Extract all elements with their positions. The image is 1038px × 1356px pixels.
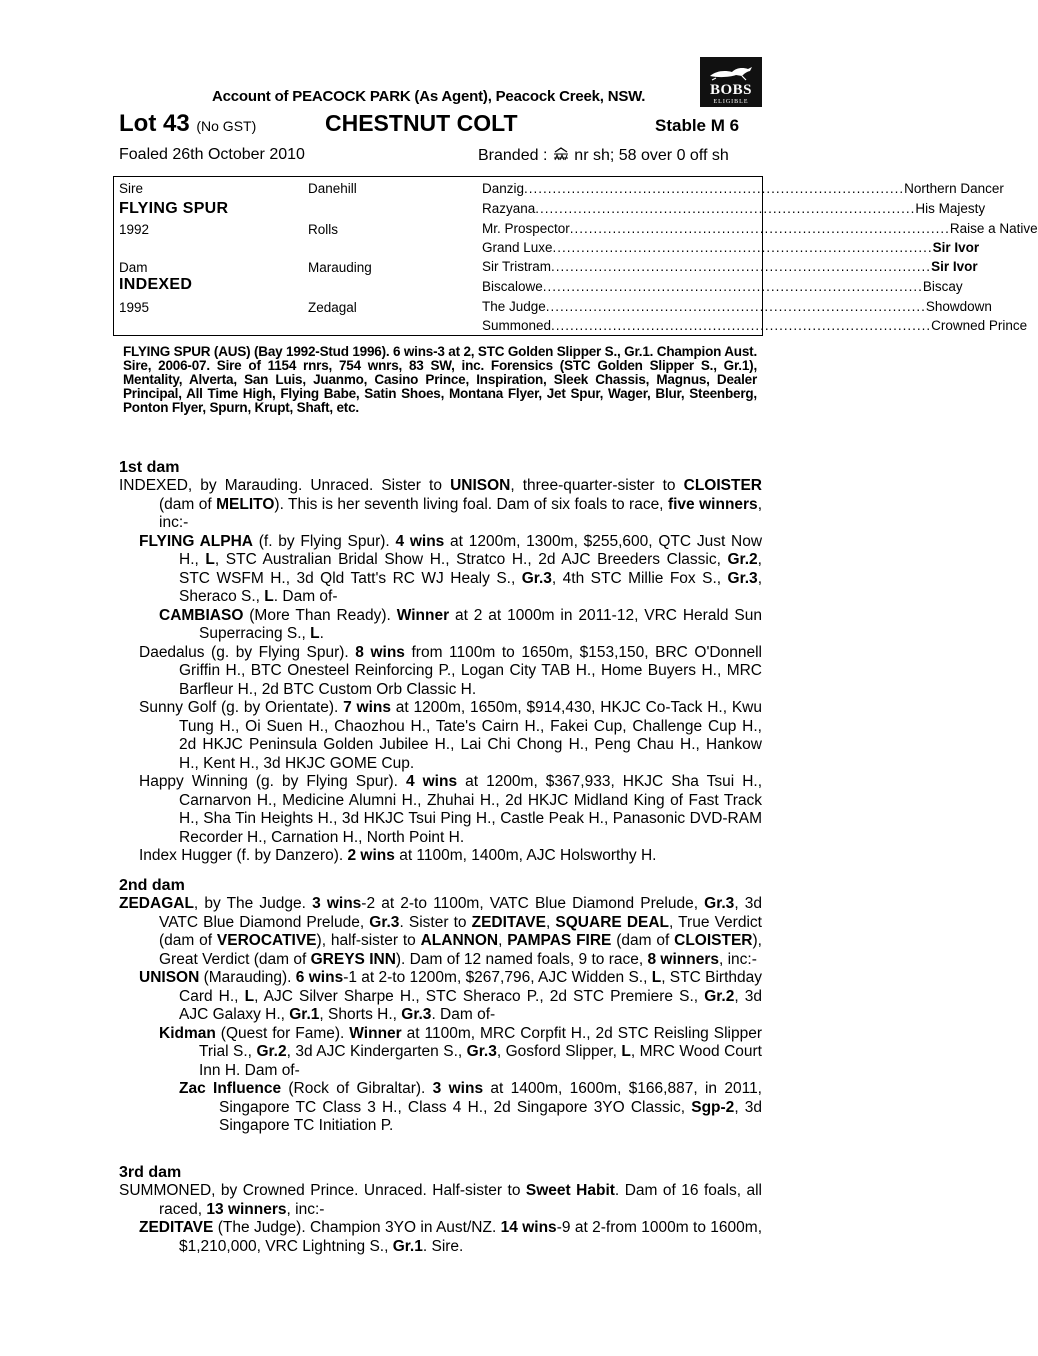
ancestor-left: Sir Tristram <box>482 259 551 274</box>
sire-summary: FLYING SPUR (AUS) (Bay 1992-Stud 1996). 6 wins-3 at 2, STC Golden Slipper S., Gr.1. Champion Aust. Sire, 2006-07. Sire of 1154 rnrs, 754 wnrs, 83 SW, inc. Forensics (STC Golden Slipper S., Gr.1), Mentality, Alverta, San Luis, Juanmo, Casino Prince, Inspiration, Sleek Chassis, Magnus, Dealer Principal, All Time High, Flying Babe, Satin Shoes, Montana Flyer, Jet Spur, Wager, Blur, Steenberg, Ponton Flyer, Spurn, Krupt, Shaft, etc. <box>123 344 757 415</box>
logo-text: BOBS <box>709 82 753 98</box>
third-dam-heading: 3rd dam <box>119 1164 182 1181</box>
dam-year: 1995 <box>119 300 150 315</box>
ancestor-line <box>482 181 1004 196</box>
ancestor-left: The Judge <box>482 299 546 314</box>
ancestor-left: Biscalowe <box>482 279 543 294</box>
leader-dots: ................................................................................ <box>569 221 950 236</box>
third-dam-paragraph: SUMMONED, by Crowned Prince. Unraced. Half-sister to Sweet Habit. Dam of 16 foals, all raced, 13 winners, inc:- ZEDITAVE (The Judge). Champion 3YO in Aust/NZ. 14 wins-9 at 2-from 1000m to 1600m, $1,210,000, VRC Lightning S., Gr.1. Sire. <box>119 1182 762 1255</box>
dam-label: Dam <box>119 260 148 275</box>
ancestor-right: Raise a Native <box>949 221 1038 236</box>
ancestor-left: Summoned <box>482 318 552 333</box>
dam-name: INDEXED <box>119 276 193 293</box>
dam-dam: Zedagal <box>308 300 357 315</box>
ancestor-line <box>482 279 963 294</box>
leader-dots: ................................................................................ <box>542 279 923 294</box>
ancestor-line <box>482 318 1028 333</box>
sire-year: 1992 <box>119 222 150 237</box>
ancestor-right: Sir Ivor <box>931 259 978 274</box>
foaled-date: Foaled 26th October 2010 <box>119 146 305 163</box>
ancestor-right: Showdown <box>925 299 992 314</box>
dam-sire: Marauding <box>308 260 372 275</box>
ancestor-right: Crowned Prince <box>931 318 1028 333</box>
ancestor-line <box>482 221 1038 236</box>
sire-dam: Rolls <box>308 222 339 237</box>
bobs-eligible-logo <box>700 57 762 107</box>
lot-number: Lot 43 (No GST) <box>119 110 257 137</box>
leader-dots: ................................................................................ <box>545 299 926 314</box>
ancestor-right: His Majesty <box>915 201 986 216</box>
ancestor-left: Danzig <box>482 181 525 196</box>
ancestor-right: Sir Ivor <box>932 240 980 255</box>
ancestor-left: Mr. Prospector <box>482 221 570 236</box>
brand-mark-icon <box>552 146 570 162</box>
horse-icon <box>706 63 756 81</box>
logo-subtext: ELIGIBLE <box>713 99 749 105</box>
leader-dots: ................................................................................ <box>552 240 933 255</box>
leader-dots: ................................................................................ <box>551 259 932 274</box>
leader-dots: ................................................................................ <box>524 181 905 196</box>
first-dam-paragraph: INDEXED, by Marauding. Unraced. Sister to UNISON, three-quarter-sister to CLOISTER (dam of MELITO). This is her seventh living foal. Dam of six foals to race, five winners, inc:- FLYING ALPHA (f. by Flying Spur). 4 wins at 1200m, 1300m, $255,600, QTC Just Now H., L, STC Australian Bridal Show H., Stratco H., 2d AJC Breeders Classic, Gr.2, STC WSFM H., 3d Qld Tatt's RC WJ Healy S., Gr.3, 4th STC Millie Fox S., Gr.3, Sheraco S., L. Dam of- CAMBIASO (More Than Ready). Winner at 2 at 1000m in 2011-12, VRC Herald Sun Superracing S., L. Daedalus (g. by Flying Spur). 8 wins from 1100m to 1650m, $153,150, BRC O'Donnell Griffin H., BTC Onesteel Reinforcing P., Logan City TAB H., Home Buyers H., MRC Barfleur H., 2d BTC Custom Orb Classic H. Sunny Golf (g. by Orientate). 7 wins at 1200m, 1650m, $914,430, HKJC Co-Tack H., Kwu Tung H., Oi Suen H., Chaozhou H., Tate's Cairn H., Fakei Cup, Challenge Cup H., 2d HKJC Peninsula Golden Jubilee H., Lai Chi Chong H., Peng Chau H., Hankow H., Kent H., 3d HKJC GOME Cup. Happy Winning (g. by Flying Spur). 4 wins at 1200m, $367,933, HKJC Sha Tsui H., Carnarvon H., Medicine Alumni H., Zhuhai H., 2d HKJC Midland King of Fast Track H., Sha Tin Heights H., 3d HKJC Tsui Ping H., Castle Peak H., Panasonic DVD-RAM Recorder H., Carnation H., North Point H. Index Hugger (f. by Danzero). 2 wins at 1100m, 1400m, AJC Holsworthy H. <box>119 477 763 864</box>
second-dam-heading: 2nd dam <box>119 877 185 894</box>
gst-note: (No GST) <box>196 118 257 134</box>
leader-dots: ................................................................................ <box>535 201 916 216</box>
ancestor-line <box>482 299 992 314</box>
brand-info: Branded : nr sh; 58 over 0 off sh <box>478 147 729 164</box>
first-dam-heading: 1st dam <box>119 459 180 476</box>
ancestor-right: Northern Dancer <box>904 181 1004 196</box>
ancestor-line <box>482 201 986 216</box>
ancestor-left: Razyana <box>482 201 536 216</box>
ancestor-line <box>482 240 980 255</box>
second-dam-paragraph: ZEDAGAL, by The Judge. 3 wins-2 at 2-to 1100m, VATC Blue Diamond Prelude, Gr.3, 3d VATC Blue Diamond Prelude, Gr.3. Sister to ZEDITAVE, SQUARE DEAL, True Verdict (dam of VEROCATIVE), half-sister to ALANNON, PAMPAS FIRE (dam of CLOISTER), Great Verdict (dam of GREYS INN). Dam of 12 named foals, 9 to race, 8 winners, inc:- UNISON (Marauding). 6 wins-1 at 2-to 1200m, $267,796, AJC Widden S., L, STC Birthday Card H., L, AJC Silver Sharpe H., STC Sheraco P., 2d STC Premiere S., Gr.2, 3d AJC Galaxy H., Gr.1, Shorts H., Gr.3. Dam of- Kidman (Quest for Fame). Winner at 1100m, MRC Corpfit H., 2d STC Reisling Slipper Trial S., Gr.2, 3d AJC Kindergarten S., Gr.3, Gosford Slipper, L, MRC Wood Court Inn H. Dam of- Zac Influence (Rock of Gibraltar). 3 wins at 1400m, 1600m, $166,887, in 2011, Singapore TC Class 3 H., Class 4 H., 2d Singapore 3YO Classic, Sgp-2, 3d Singapore TC Initiation P. <box>119 895 762 1134</box>
vendor-line: Account of PEACOCK PARK (As Agent), Peacock Creek, NSW. <box>212 88 646 105</box>
ancestor-left: Grand Luxe <box>482 240 553 255</box>
horse-description: CHESTNUT COLT <box>325 110 518 136</box>
ancestor-line <box>482 259 978 274</box>
sire-name: FLYING SPUR <box>119 200 229 217</box>
stable-number: Stable M 6 <box>655 116 740 135</box>
leader-dots: ................................................................................ <box>551 318 932 333</box>
ancestor-right: Biscay <box>922 279 963 294</box>
sire-sire: Danehill <box>308 181 357 196</box>
sire-label: Sire <box>119 181 144 196</box>
